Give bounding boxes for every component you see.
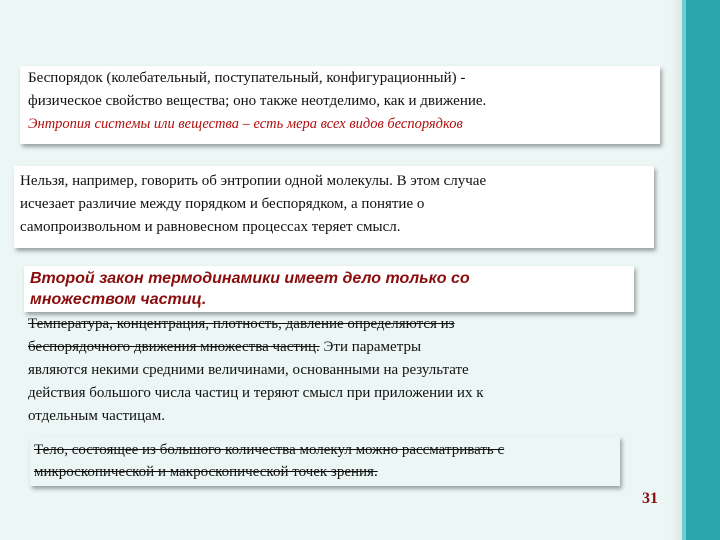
second-law-line-1: Второй закон термодинамики имеет дело только со: [30, 270, 470, 287]
page-edge-shadow: [670, 0, 682, 540]
page-number: 31: [642, 490, 658, 507]
second-law-heading-box: [24, 266, 634, 312]
parameters-line-2: [28, 339, 421, 356]
parameters-line-3: являются некими средними величинами, основанными на результате: [28, 362, 469, 378]
body-viewpoints-box: [30, 436, 620, 486]
parameters-line-5: отдельным частицам.: [28, 408, 165, 424]
second-law-line-2: множеством частиц.: [30, 291, 207, 308]
parameters-line-2-struck: беспорядочного движения множества частиц.: [28, 339, 320, 355]
disorder-definition-line-1: Беспорядок (колебательный, поступательный, конфигурационный) -: [28, 70, 466, 86]
viewpoints-line-1: Тело, состоящее из большого количества молекул можно рассматривать с: [34, 442, 505, 458]
parameters-line-1: Температура, концентрация, плотность, давление определяются из: [28, 316, 455, 332]
single-molecule-line-1: Нельзя, например, говорить об энтропии одной молекулы. В этом случае: [20, 173, 487, 189]
parameters-line-4: действия большого числа частиц и теряют смысл при приложении их к: [28, 385, 484, 401]
single-molecule-line-3: самопроизвольном и равновесном процессах теряет смысл.: [20, 219, 401, 235]
disorder-definition-line-2: физическое свойство вещества; оно также неотделимо, как и движение.: [28, 93, 487, 109]
disorder-definition-box: [20, 66, 660, 144]
entropy-definition: Энтропия системы или вещества – есть мера всех видов беспорядков: [28, 116, 463, 132]
single-molecule-note-box: [14, 166, 654, 248]
parameters-line-2-rest: Эти параметры: [319, 339, 422, 355]
single-molecule-line-2: исчезает различие между порядком и беспорядком, а понятие о: [20, 196, 425, 212]
viewpoints-line-2: микроскопической и макроскопической точек зрения.: [34, 464, 378, 480]
accent-bar: [682, 0, 720, 540]
